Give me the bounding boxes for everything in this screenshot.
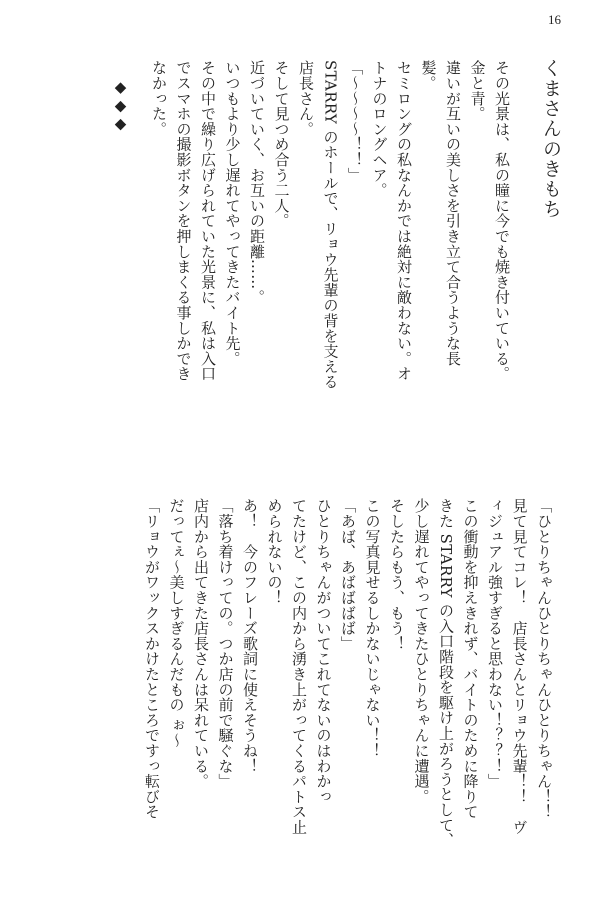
upper-line-14: でスマホの撮影ボタンを押しまくる事しかでき bbox=[174, 60, 193, 382]
lower-line-12: められないの！ bbox=[265, 498, 284, 606]
lower-line-2: 見て見てコレ！ 店長さんとリョウ先輩！！ ヴ bbox=[510, 498, 529, 835]
upper-line-13: その中で繰り広げられていた光景に、私は入口 bbox=[199, 60, 217, 382]
upper-line-5: セミロングの私なんかでは絶対に敵わない。オ bbox=[395, 60, 413, 382]
upper-line-8: STARRY のホールで、リョウ先輩の背を支える bbox=[321, 60, 340, 390]
lower-line-3: ィジュアル強すぎると思わない！？？！」 bbox=[486, 498, 504, 789]
upper-line-9: 店長さん。 bbox=[297, 60, 315, 137]
upper-line-6: トナのロングヘア。 bbox=[370, 60, 389, 198]
upper-line-4: 髪。 bbox=[419, 60, 438, 91]
lower-line-7: そしたらもう、もう！ bbox=[388, 498, 406, 651]
lower-line-15: 店内から出てきた店長さんは呆れている。 bbox=[192, 498, 210, 789]
upper-line-12: いつもより少し遅れてやってきたバイト先。 bbox=[223, 60, 242, 366]
lower-line-14: 「落ち着けっての。つか店の前で騒ぐな」 bbox=[216, 498, 235, 789]
lower-line-16: だってぇ～美しすぎるんだもの ぉ～ bbox=[167, 498, 186, 748]
upper-line-11: 近づいていく、お互いの距離……。 bbox=[248, 60, 266, 305]
lower-line-4: この衝動を抑えきれず、バイトのために降りて bbox=[461, 498, 480, 820]
lower-line-13: あ！ 今のフレーズ歌詞に使えそうね！ bbox=[241, 498, 259, 774]
lower-line-11: てたけど、この内から湧き上がってくるパトス止 bbox=[290, 498, 308, 835]
lower-line-1: 「ひとりちゃんひとりちゃんひとりちゃん！！ bbox=[535, 498, 553, 820]
upper-line-10: そして見つめ合う二人。 bbox=[272, 60, 291, 229]
lower-line-10: ひとりちゃんがついてこれてないのはわかっ bbox=[314, 498, 333, 804]
lower-text-block bbox=[140, 498, 557, 878]
upper-line-3: 違いが互いの美しさを引き立て合うような長 bbox=[444, 60, 462, 366]
chapter-title: くまさんのきもち bbox=[540, 58, 562, 220]
lower-line-9: 「あば、あばばばば」 bbox=[339, 498, 357, 651]
upper-line-1: その光景は、私の瞳に今でも焼き付いている。 bbox=[493, 60, 511, 382]
upper-line-15: なかった。 bbox=[150, 60, 168, 137]
upper-line-2: 金と青。 bbox=[468, 60, 487, 122]
upper-text-block bbox=[108, 60, 514, 450]
lower-line-17: 「リョウがワックスかけたところですっ転びそ bbox=[143, 498, 161, 820]
lower-line-8: この写真見せるしかないじゃない！！ bbox=[363, 498, 382, 759]
upper-line-7: 「～～～～！！」 bbox=[346, 60, 364, 183]
scene-break-marks: ◆◆◆ bbox=[111, 78, 130, 133]
lower-line-5: きた STARRY の入口階段を駆け上がろうとして、 bbox=[437, 498, 455, 848]
page-number: 16 bbox=[548, 12, 561, 27]
lower-line-6: 少し遅れてやってきたひとりちゃんに遭遇。 bbox=[412, 498, 431, 804]
